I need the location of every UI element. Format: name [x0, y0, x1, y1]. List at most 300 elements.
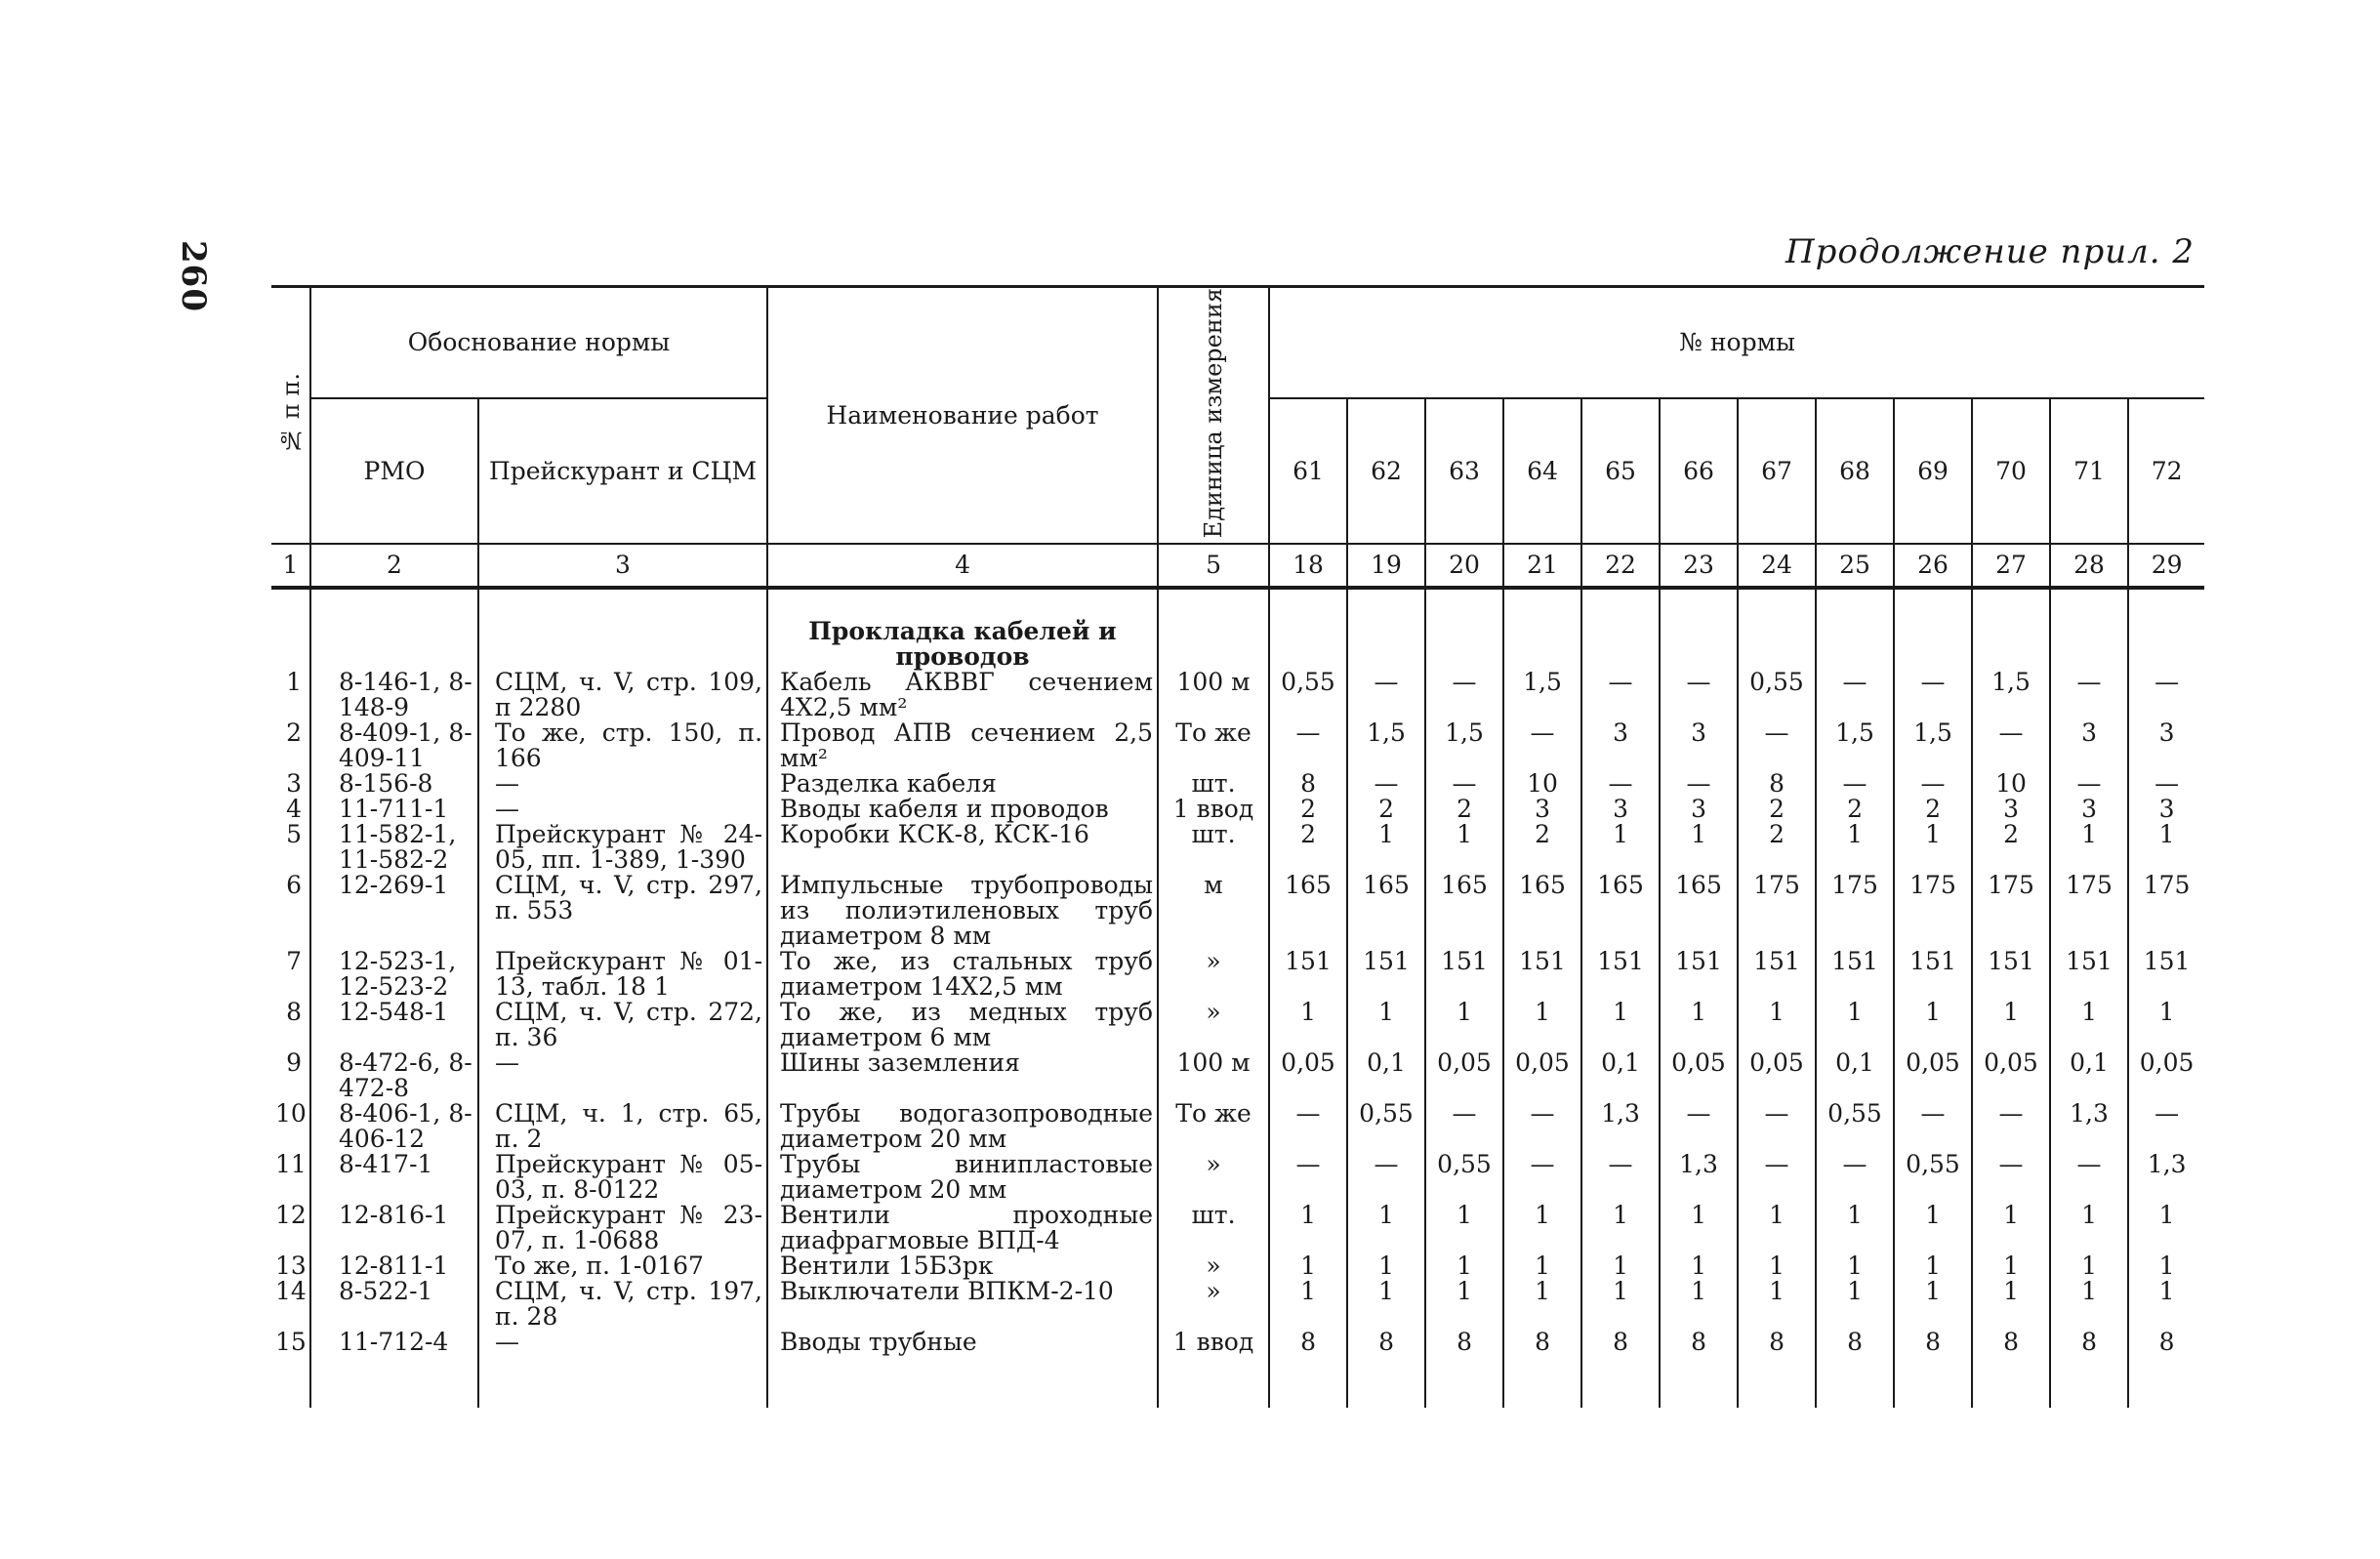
column-number: 25	[1816, 544, 1894, 588]
row-number: 14	[271, 1279, 310, 1330]
column-number: 18	[1269, 544, 1347, 588]
norm-value: 2	[1425, 797, 1503, 822]
norm-value: 1	[1503, 1000, 1581, 1050]
norm-number: 63	[1425, 398, 1503, 545]
column-number: 4	[767, 544, 1158, 588]
norm-value: 0,55	[1894, 1152, 1972, 1203]
rmo-code: 11-712-4	[310, 1330, 478, 1408]
work-name: То же, из медных труб диаметром 6 мм	[767, 1000, 1158, 1050]
norm-value: 1	[1269, 1000, 1347, 1050]
norm-value: 8	[1425, 1330, 1503, 1408]
norm-value: —	[1425, 771, 1503, 797]
unit-of-measure: 100 м	[1158, 1050, 1269, 1101]
norm-value: —	[1581, 771, 1660, 797]
rmo-code: 12-816-1	[310, 1203, 478, 1253]
row-number: 7	[271, 949, 310, 1000]
norm-value: 0,05	[1269, 1050, 1347, 1101]
norm-value: 1	[1894, 1279, 1972, 1330]
norm-value: —	[1972, 1152, 2050, 1203]
norm-value: 1	[1581, 1203, 1660, 1253]
norm-value: —	[1894, 1101, 1972, 1152]
column-number: 19	[1347, 544, 1425, 588]
norm-value: 1,5	[1347, 720, 1425, 771]
norm-value: 1	[1347, 822, 1425, 873]
norm-value: 1	[1894, 1253, 1972, 1279]
row-number: 5	[271, 822, 310, 873]
column-number: 23	[1660, 544, 1738, 588]
norm-value: 8	[1738, 771, 1816, 797]
norm-value: 3	[1581, 720, 1660, 771]
norm-value: 1,5	[1894, 720, 1972, 771]
norm-value: 8	[1972, 1330, 2050, 1408]
price-reference: СЦМ, ч. V, стр. 272, п. 36	[478, 1000, 767, 1050]
norm-value: 1	[2050, 822, 2128, 873]
unit-of-measure: »	[1158, 1152, 1269, 1203]
norm-value: 0,05	[1972, 1050, 2050, 1101]
norm-value: 0,1	[1347, 1050, 1425, 1101]
norm-value: 3	[2128, 797, 2204, 822]
norm-value: 1	[2128, 1253, 2204, 1279]
table-row	[271, 1000, 2204, 1050]
norm-value: —	[1269, 1152, 1347, 1203]
price-reference: То же, п. 1-0167	[478, 1253, 767, 1279]
norm-value: —	[1816, 670, 1894, 720]
norm-value: 0,05	[1660, 1050, 1738, 1101]
norm-number: 62	[1347, 398, 1425, 545]
norm-value: 1	[2050, 1279, 2128, 1330]
work-name: Вводы трубные	[767, 1330, 1158, 1408]
rmo-code: 8-522-1	[310, 1279, 478, 1330]
norm-value: 175	[1738, 873, 1816, 949]
table-body	[271, 588, 2204, 1408]
header-norms: № нормы	[1269, 287, 2204, 398]
norm-value: 3	[1503, 797, 1581, 822]
norm-value: 1,5	[1816, 720, 1894, 771]
rmo-code: 8-146-1, 8-148-9	[310, 670, 478, 720]
work-name: Провод АПВ сечением 2,5 мм²	[767, 720, 1158, 771]
norm-value: 3	[2050, 797, 2128, 822]
table-row	[271, 670, 2204, 720]
norm-value: —	[2128, 670, 2204, 720]
row-number: 13	[271, 1253, 310, 1279]
price-reference: —	[478, 1050, 767, 1101]
norm-value: —	[1660, 670, 1738, 720]
price-reference: То же, стр. 150, п. 166	[478, 720, 767, 771]
norm-value: —	[1425, 670, 1503, 720]
norm-value: 1	[1972, 1203, 2050, 1253]
norm-value: 1	[1581, 1253, 1660, 1279]
table-row	[271, 1253, 2204, 1279]
unit-of-measure: »	[1158, 1000, 1269, 1050]
rmo-code: 8-409-1, 8-409-11	[310, 720, 478, 771]
row-number: 9	[271, 1050, 310, 1101]
norm-value: 1	[1738, 1000, 1816, 1050]
norm-value: —	[1816, 1152, 1894, 1203]
row-number: 3	[271, 771, 310, 797]
row-number: 12	[271, 1203, 310, 1253]
unit-of-measure: шт.	[1158, 1203, 1269, 1253]
rmo-code: 8-406-1, 8-406-12	[310, 1101, 478, 1152]
price-reference: —	[478, 797, 767, 822]
norm-value: —	[1738, 720, 1816, 771]
header-price-list: Прейскурант и СЦМ	[478, 398, 767, 545]
price-reference: Прейскурант № 23-07, п. 1-0688	[478, 1203, 767, 1253]
norm-value: 0,1	[1816, 1050, 1894, 1101]
norm-value: 2	[1816, 797, 1894, 822]
norm-value: 2	[1503, 822, 1581, 873]
norm-value: 151	[2050, 949, 2128, 1000]
norms-table-wrap	[271, 285, 2204, 1408]
norm-value: 1	[1894, 1000, 1972, 1050]
norm-value: 1	[1347, 1203, 1425, 1253]
norm-value: 165	[1347, 873, 1425, 949]
norm-value: 0,55	[1269, 670, 1347, 720]
norms-table	[271, 285, 2204, 1408]
norm-value: 165	[1269, 873, 1347, 949]
table-row	[271, 797, 2204, 822]
price-reference: СЦМ, ч. V, стр. 197, п. 28	[478, 1279, 767, 1330]
norm-value: 1	[1972, 1279, 2050, 1330]
norm-value: 1	[2128, 1279, 2204, 1330]
norm-value: 165	[1581, 873, 1660, 949]
header-basis: Обоснование нормы	[310, 287, 767, 398]
norm-value: 0,1	[1581, 1050, 1660, 1101]
norm-value: 1	[1425, 1203, 1503, 1253]
norm-value: 1,3	[1581, 1101, 1660, 1152]
norm-value: 1	[1738, 1253, 1816, 1279]
norm-value: —	[1581, 1152, 1660, 1203]
table-row	[271, 873, 2204, 949]
norm-value: 175	[2128, 873, 2204, 949]
norm-value: —	[1269, 1101, 1347, 1152]
work-name: Коробки КСК-8, КСК-16	[767, 822, 1158, 873]
norm-value: 8	[1660, 1330, 1738, 1408]
norm-value: 8	[2128, 1330, 2204, 1408]
unit-of-measure: 1 ввод	[1158, 797, 1269, 822]
norm-value: —	[1660, 771, 1738, 797]
norm-value: 1	[2128, 822, 2204, 873]
norm-value: 0,55	[1738, 670, 1816, 720]
norm-value: 151	[1894, 949, 1972, 1000]
work-name: Выключатели ВПКМ-2-10	[767, 1279, 1158, 1330]
work-name: Вводы кабеля и проводов	[767, 797, 1158, 822]
norm-value: 1	[1425, 1253, 1503, 1279]
table-row	[271, 1152, 2204, 1203]
norm-value: 10	[1503, 771, 1581, 797]
unit-of-measure: м	[1158, 873, 1269, 949]
norm-value: —	[1972, 1101, 2050, 1152]
norm-value: 175	[1894, 873, 1972, 949]
table-row	[271, 1101, 2204, 1152]
work-name: Вентили 15Б3рк	[767, 1253, 1158, 1279]
norm-value: —	[1503, 1152, 1581, 1203]
norm-number: 70	[1972, 398, 2050, 545]
norm-value: 165	[1660, 873, 1738, 949]
norm-value: 1	[1269, 1253, 1347, 1279]
norm-value: —	[1660, 1101, 1738, 1152]
norm-value: 1	[1660, 1000, 1738, 1050]
norm-value: 1	[1972, 1253, 2050, 1279]
table-row	[271, 720, 2204, 771]
unit-of-measure: »	[1158, 1279, 1269, 1330]
column-number: 29	[2128, 544, 2204, 588]
norm-value: —	[2128, 771, 2204, 797]
norm-value: —	[1347, 1152, 1425, 1203]
norm-value: 151	[2128, 949, 2204, 1000]
price-reference: —	[478, 1330, 767, 1408]
norm-value: —	[1347, 771, 1425, 797]
norm-value: 1	[1425, 822, 1503, 873]
norm-value: 1	[1816, 1279, 1894, 1330]
norm-value: —	[1816, 771, 1894, 797]
norm-number: 65	[1581, 398, 1660, 545]
norm-value: 175	[2050, 873, 2128, 949]
work-name: Разделка кабеля	[767, 771, 1158, 797]
norm-value: 3	[1660, 797, 1738, 822]
column-number: 27	[1972, 544, 2050, 588]
price-reference: СЦМ, ч. 1, стр. 65, п. 2	[478, 1101, 767, 1152]
work-name: То же, из стальных труб диаметром 14Х2,5 мм	[767, 949, 1158, 1000]
row-number: 2	[271, 720, 310, 771]
norm-value: 3	[1660, 720, 1738, 771]
norm-value: 1	[1269, 1203, 1347, 1253]
norm-number: 72	[2128, 398, 2204, 545]
norm-value: 3	[2128, 720, 2204, 771]
header-row-number: № п п.	[271, 287, 310, 545]
rmo-code: 12-269-1	[310, 873, 478, 949]
norm-value: 165	[1425, 873, 1503, 949]
column-number: 22	[1581, 544, 1660, 588]
norm-value: 1	[1503, 1253, 1581, 1279]
norm-value: 8	[1738, 1330, 1816, 1408]
norm-value: 1,3	[2128, 1152, 2204, 1203]
norm-value: 1,5	[1425, 720, 1503, 771]
norm-value: 8	[1503, 1330, 1581, 1408]
table-row	[271, 1203, 2204, 1253]
norm-value: 1	[1581, 822, 1660, 873]
table-row	[271, 1050, 2204, 1101]
norm-value: 1,3	[2050, 1101, 2128, 1152]
norm-value: 175	[1972, 873, 2050, 949]
norm-value: —	[1738, 1152, 1816, 1203]
norm-value: 1,5	[1503, 670, 1581, 720]
norm-value: —	[1894, 670, 1972, 720]
rmo-code: 12-548-1	[310, 1000, 478, 1050]
norm-value: 2	[1269, 822, 1347, 873]
norm-value: 1	[2128, 1000, 2204, 1050]
price-reference: —	[478, 771, 767, 797]
row-number: 11	[271, 1152, 310, 1203]
norm-value: 1	[2050, 1253, 2128, 1279]
unit-of-measure: 100 м	[1158, 670, 1269, 720]
price-reference: Прейскурант № 05-03, п. 8-0122	[478, 1152, 767, 1203]
norm-value: 1	[1503, 1279, 1581, 1330]
norm-value: 8	[1581, 1330, 1660, 1408]
column-number: 5	[1158, 544, 1269, 588]
norm-number: 61	[1269, 398, 1347, 545]
norm-value: 0,05	[1894, 1050, 1972, 1101]
norm-value: 1	[1347, 1253, 1425, 1279]
table-row	[271, 949, 2204, 1000]
rmo-code: 11-711-1	[310, 797, 478, 822]
norm-value: —	[2050, 1152, 2128, 1203]
norm-value: 1	[1660, 1279, 1738, 1330]
column-number: 28	[2050, 544, 2128, 588]
unit-of-measure: шт.	[1158, 771, 1269, 797]
work-name: Импульсные трубопроводы из полиэтиленовых труб диаметром 8 мм	[767, 873, 1158, 949]
norm-value: —	[2050, 670, 2128, 720]
norm-value: 1	[1581, 1279, 1660, 1330]
section-title: Прокладка кабелей и проводов	[767, 619, 1158, 670]
norm-value: —	[1503, 720, 1581, 771]
norm-value: —	[2128, 1101, 2204, 1152]
norm-value: 151	[1972, 949, 2050, 1000]
work-name: Кабель АКВВГ сечением 4Х2,5 мм²	[767, 670, 1158, 720]
continuation-title: Продолжение прил. 2	[1785, 232, 2195, 271]
norm-value: —	[1894, 771, 1972, 797]
norm-value: 3	[1581, 797, 1660, 822]
work-name: Трубы винипластовые диаметром 20 мм	[767, 1152, 1158, 1203]
norm-value: 10	[1972, 771, 2050, 797]
column-number: 2	[310, 544, 478, 588]
norm-number: 71	[2050, 398, 2128, 545]
work-name: Вентили проходные диафрагмовые ВПД-4	[767, 1203, 1158, 1253]
norm-value: 1	[1269, 1279, 1347, 1330]
norm-value: 1	[1972, 1000, 2050, 1050]
norm-value: 1	[2050, 1203, 2128, 1253]
norm-value: 1	[1660, 1253, 1738, 1279]
unit-of-measure: То же	[1158, 1101, 1269, 1152]
norm-value: 151	[1738, 949, 1816, 1000]
norm-value: 1	[1503, 1203, 1581, 1253]
column-number: 26	[1894, 544, 1972, 588]
column-number: 1	[271, 544, 310, 588]
norm-number: 67	[1738, 398, 1816, 545]
norm-value: 2	[1894, 797, 1972, 822]
work-name: Трубы водогазопроводные диаметром 20 мм	[767, 1101, 1158, 1152]
norm-value: 1	[1425, 1000, 1503, 1050]
row-number: 1	[271, 670, 310, 720]
norm-value: —	[1269, 720, 1347, 771]
norm-value: —	[1425, 1101, 1503, 1152]
norm-value: 1	[1347, 1000, 1425, 1050]
column-number: 21	[1503, 544, 1581, 588]
norm-value: 1	[1738, 1203, 1816, 1253]
row-number: 15	[271, 1330, 310, 1408]
norm-value: —	[1738, 1101, 1816, 1152]
norm-value: —	[1581, 670, 1660, 720]
price-reference: Прейскурант № 01-13, табл. 18 1	[478, 949, 767, 1000]
norm-value: 151	[1581, 949, 1660, 1000]
unit-of-measure: 1 ввод	[1158, 1330, 1269, 1408]
norm-value: 1	[1894, 1203, 1972, 1253]
norm-number: 68	[1816, 398, 1894, 545]
rmo-code: 8-156-8	[310, 771, 478, 797]
norm-value: 8	[1347, 1330, 1425, 1408]
norm-value: 2	[1738, 822, 1816, 873]
norm-value: 151	[1347, 949, 1425, 1000]
norm-value: 151	[1269, 949, 1347, 1000]
norm-value: 151	[1660, 949, 1738, 1000]
norm-value: 0,05	[1503, 1050, 1581, 1101]
norm-value: 1	[1738, 1279, 1816, 1330]
norm-value: 2	[1347, 797, 1425, 822]
norm-number: 64	[1503, 398, 1581, 545]
unit-of-measure: »	[1158, 1253, 1269, 1279]
norm-value: 1	[1816, 1253, 1894, 1279]
norm-value: 3	[1972, 797, 2050, 822]
norm-value: —	[1347, 670, 1425, 720]
norm-value: 8	[2050, 1330, 2128, 1408]
norm-value: 2	[1738, 797, 1816, 822]
norm-value: 1,3	[1660, 1152, 1738, 1203]
norm-value: —	[1503, 1101, 1581, 1152]
norm-value: 0,55	[1347, 1101, 1425, 1152]
norm-value: 8	[1269, 1330, 1347, 1408]
table-row	[271, 1279, 2204, 1330]
rmo-code: 11-582-1, 11-582-2	[310, 822, 478, 873]
norm-value: 1	[1660, 822, 1738, 873]
norm-value: 1	[1816, 1203, 1894, 1253]
norm-value: 0,05	[1425, 1050, 1503, 1101]
column-number: 3	[478, 544, 767, 588]
norm-value: 151	[1503, 949, 1581, 1000]
norm-value: 1	[1816, 1000, 1894, 1050]
norm-value: 1	[1660, 1203, 1738, 1253]
unit-of-measure: »	[1158, 949, 1269, 1000]
column-number: 24	[1738, 544, 1816, 588]
table-row	[271, 771, 2204, 797]
unit-of-measure: То же	[1158, 720, 1269, 771]
norm-value: 0,55	[1425, 1152, 1503, 1203]
norm-value: 1	[1425, 1279, 1503, 1330]
norm-value: 1	[1894, 822, 1972, 873]
row-number: 10	[271, 1101, 310, 1152]
norm-value: 8	[1816, 1330, 1894, 1408]
norm-value: 0,05	[1738, 1050, 1816, 1101]
row-number: 4	[271, 797, 310, 822]
rmo-code: 8-472-6, 8-472-8	[310, 1050, 478, 1101]
norm-value: 0,1	[2050, 1050, 2128, 1101]
norm-value: 2	[1972, 822, 2050, 873]
norm-value: 1	[2050, 1000, 2128, 1050]
norm-value: 1	[2128, 1203, 2204, 1253]
norm-value: 2	[1269, 797, 1347, 822]
norm-value: 1	[1347, 1279, 1425, 1330]
norm-value: 8	[1269, 771, 1347, 797]
table-row	[271, 822, 2204, 873]
norm-value: 8	[1894, 1330, 1972, 1408]
norm-value: 175	[1816, 873, 1894, 949]
rmo-code: 12-523-1, 12-523-2	[310, 949, 478, 1000]
header-unit: Единица измерения	[1158, 287, 1269, 545]
norm-value: —	[1972, 720, 2050, 771]
norm-value: 1	[1816, 822, 1894, 873]
norm-number: 66	[1660, 398, 1738, 545]
column-number: 20	[1425, 544, 1503, 588]
header-work-name: Наименование работ	[767, 287, 1158, 545]
rmo-code: 8-417-1	[310, 1152, 478, 1203]
norm-value: 1,5	[1972, 670, 2050, 720]
header-rmo: РМО	[310, 398, 478, 545]
price-reference: Прейскурант № 24-05, пп. 1-389, 1-390	[478, 822, 767, 873]
norm-value: —	[2050, 771, 2128, 797]
unit-of-measure: шт.	[1158, 822, 1269, 873]
norm-number: 69	[1894, 398, 1972, 545]
norm-value: 151	[1816, 949, 1894, 1000]
norm-value: 0,55	[1816, 1101, 1894, 1152]
norm-value: 165	[1503, 873, 1581, 949]
